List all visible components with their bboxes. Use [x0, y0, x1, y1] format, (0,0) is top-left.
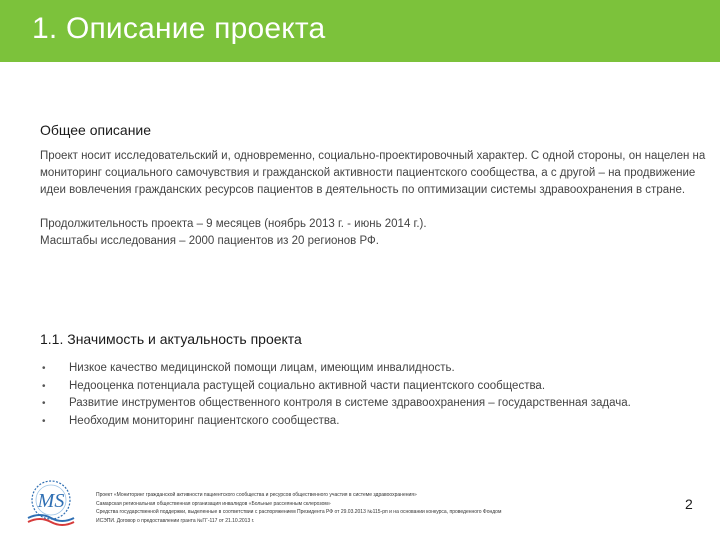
footer-line: Самарская региональная общественная организация инвалидов «Больные рассеянным склерозом» — [96, 500, 331, 507]
organization-logo — [22, 478, 80, 528]
footer-line: Средства государственной поддержки, выделенные в соответствии с распоряжением Президента РФ от 29.03.2013 №115-рп и на основании конкурса, проведенного Фондом — [96, 509, 502, 516]
logo-icon — [22, 478, 80, 528]
overview-section — [40, 122, 710, 250]
slide-title: 1. Описание проекта — [32, 12, 326, 45]
page-number: 2 — [685, 496, 693, 512]
list-item-text: Необходим мониторинг пациентского сообщества. — [69, 414, 340, 427]
list-item — [40, 360, 715, 378]
significance-list — [40, 360, 715, 430]
overview-paragraph: Проект носит исследовательский и, одновременно, социально-проектировочный характер. С одной стороны, он нацелен на мониторинг социального самочувствия и гражданской активности пациентского сообщества, а с другой – на продвижение идеи вовлечения гражданских ресурсов пациентов в деятельность по оптимизации системы здравоохранения в стране. — [40, 150, 706, 196]
overview-heading: Общее описание — [40, 122, 152, 138]
duration-text: Продолжительность проекта – 9 месяцев (ноябрь 2013 г. - июнь 2014 г.). — [40, 218, 427, 230]
bullet-icon: • — [42, 363, 46, 374]
scale-text: Масштабы исследования – 2000 пациентов из 20 регионов РФ. — [40, 235, 379, 247]
bullet-icon: • — [42, 380, 46, 392]
title-bar — [0, 0, 720, 62]
list-item — [40, 378, 715, 396]
footer-info — [96, 491, 656, 525]
list-item — [40, 413, 715, 431]
bullet-icon: • — [42, 415, 46, 427]
significance-heading: 1.1. Значимость и актуальность проекта — [40, 331, 302, 347]
footer-line: Проект «Мониторинг гражданской активности пациентского сообщества и ресурсов общественного участия в системе здравоохранения» — [96, 492, 417, 498]
list-item — [40, 395, 715, 413]
footer-line: ИСЭПИ. Договор о предоставлении гранта №ГГ-117 от 21.10.2013 г. — [96, 517, 255, 524]
bullet-icon: • — [42, 398, 46, 409]
list-item-text: Недооценка потенциала растущей социально активной части пациентского сообщества. — [69, 379, 546, 392]
list-item-text: Развитие инструментов общественного контроля в системе здравоохранения – государственная задача. — [69, 397, 631, 409]
list-item-text: Низкое качество медицинской помощи лицам, имеющим инвалидность. — [69, 362, 455, 374]
logo-monogram: MS — [37, 490, 65, 512]
